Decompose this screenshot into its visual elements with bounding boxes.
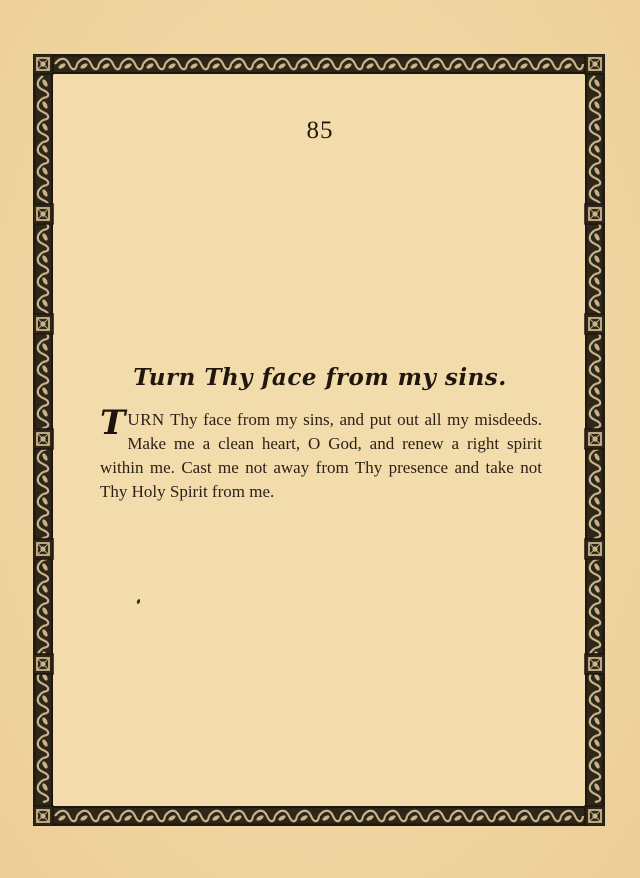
section-heading: Turn Thy face from my sins. bbox=[133, 364, 507, 391]
page-number: 85 bbox=[306, 117, 334, 144]
body-paragraph bbox=[100, 403, 542, 504]
paragraph-text: Thy face from my sins, and put out all my misdeeds. Make me a clean heart, O God, and renew a right spirit within me. Cast me not away from Thy presence and take not Thy Holy Spirit from me. bbox=[100, 410, 542, 501]
first-word-caps: URN bbox=[127, 410, 165, 429]
drop-cap-letter: T bbox=[100, 403, 126, 443]
